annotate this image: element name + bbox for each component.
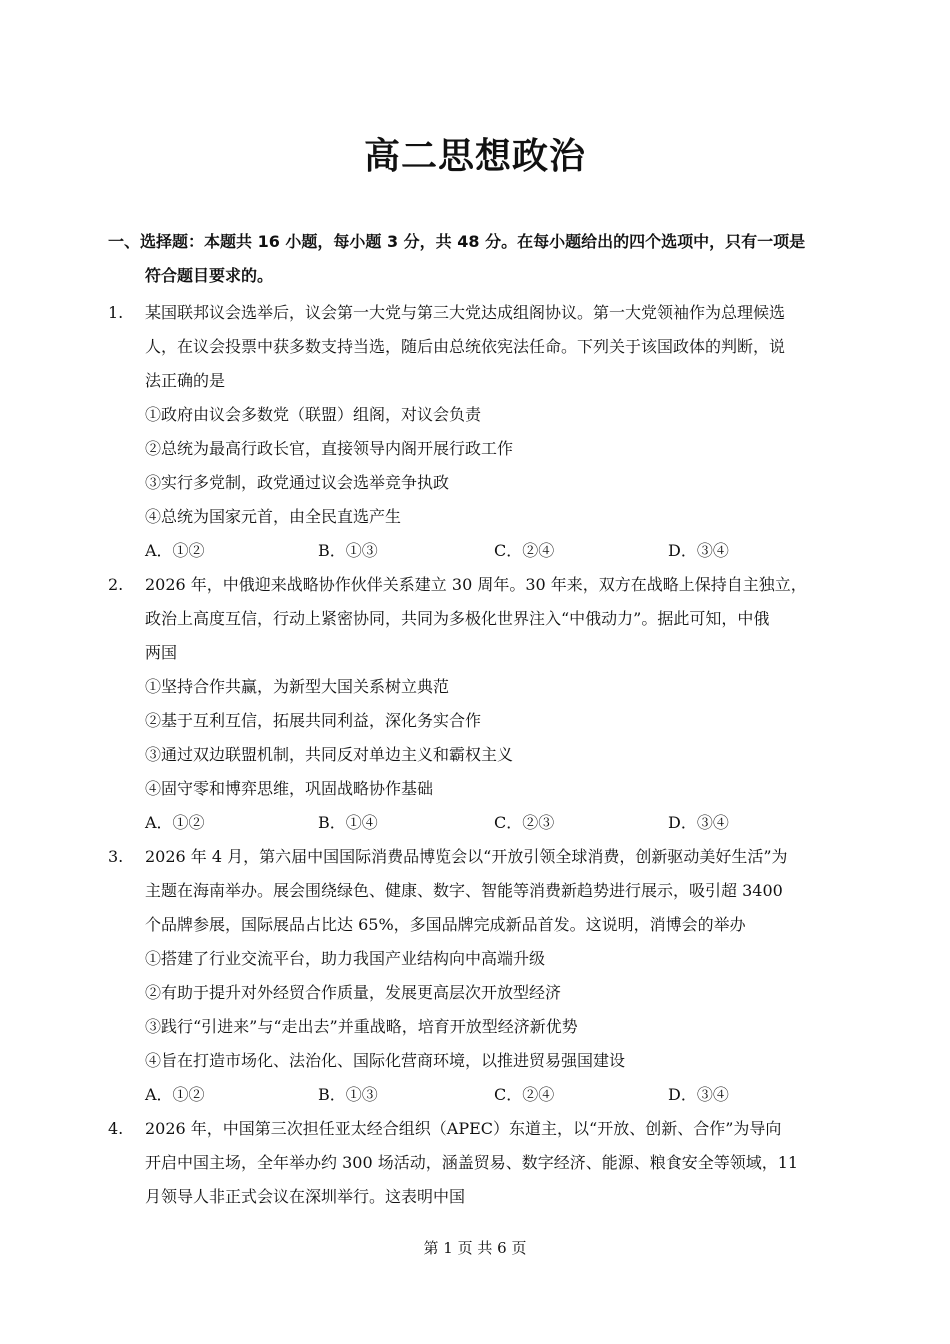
option-a[interactable]: A．①② bbox=[145, 813, 205, 832]
option-b[interactable]: B．①③ bbox=[318, 541, 378, 560]
option-d[interactable]: D．③④ bbox=[668, 813, 729, 832]
page-title: 高二思想政治 bbox=[363, 136, 586, 177]
statement-3: ③通过双边联盟机制，共同反对单边主义和霸权主义 bbox=[145, 745, 514, 764]
question-number: 4. bbox=[108, 1119, 124, 1138]
section-heading-line-2: 符合题目要求的。 bbox=[145, 266, 274, 285]
question-stem-line: 两国 bbox=[145, 643, 178, 662]
question-stem-line: 开启中国主场，全年举办约 300 场活动，涵盖贸易、数字经济、能源、粮食安全等领域，11 bbox=[145, 1153, 799, 1172]
question-stem-line: 2026 年，中国第三次担任亚太经合组织（APEC）东道主，以“开放、创新、合作”为导向 bbox=[145, 1119, 782, 1138]
question-stem-line: 政治上高度互信，行动上紧密协同，共同为多极化世界注入“中俄动力”。据此可知，中俄 bbox=[145, 609, 770, 628]
statement-3: ③实行多党制，政党通过议会选举竞争执政 bbox=[145, 473, 450, 492]
statement-4: ④总统为国家元首，由全民直选产生 bbox=[145, 507, 402, 526]
option-a[interactable]: A．①② bbox=[145, 541, 205, 560]
option-d[interactable]: D．③④ bbox=[668, 1085, 729, 1104]
statement-2: ②总统为最高行政长官，直接领导内阁开展行政工作 bbox=[145, 439, 514, 458]
statement-3: ③践行“引进来”与“走出去”并重战略，培育开放型经济新优势 bbox=[145, 1017, 578, 1036]
question-number: 2. bbox=[108, 575, 124, 594]
option-b[interactable]: B．①④ bbox=[318, 813, 378, 832]
statement-1: ①政府由议会多数党（联盟）组阁，对议会负责 bbox=[145, 405, 482, 424]
option-c[interactable]: C．②③ bbox=[494, 813, 555, 832]
statement-4: ④旨在打造市场化、法治化、国际化营商环境，以推进贸易强国建设 bbox=[145, 1051, 626, 1070]
statement-2: ②基于互利互信，拓展共同利益，深化务实合作 bbox=[145, 711, 482, 730]
question-number: 1. bbox=[108, 303, 124, 322]
statement-1: ①坚持合作共赢，为新型大国关系树立典范 bbox=[145, 677, 450, 696]
section-heading-line-1: 一、选择题：本题共 16 小题，每小题 3 分，共 48 分。在每小题给出的四个选项中，只有一项是 bbox=[108, 232, 806, 251]
option-d[interactable]: D．③④ bbox=[668, 541, 729, 560]
question-stem-line: 法正确的是 bbox=[145, 371, 226, 390]
option-c[interactable]: C．②④ bbox=[494, 541, 555, 560]
question-stem-line: 某国联邦议会选举后，议会第一大党与第三大党达成组阁协议。第一大党领袖作为总理候选 bbox=[145, 303, 786, 322]
question-stem-line: 2026 年 4 月，第六届中国国际消费品博览会以“开放引领全球消费，创新驱动美好生活”为 bbox=[145, 847, 788, 866]
page-footer: 第 1 页 共 6 页 bbox=[423, 1239, 527, 1257]
statement-4: ④固守零和博弈思维，巩固战略协作基础 bbox=[145, 779, 434, 798]
question-stem-line: 人，在议会投票中获多数支持当选，随后由总统依宪法任命。下列关于该国政体的判断，说 bbox=[145, 337, 786, 356]
option-c[interactable]: C．②④ bbox=[494, 1085, 555, 1104]
option-a[interactable]: A．①② bbox=[145, 1085, 205, 1104]
statement-2: ②有助于提升对外经贸合作质量，发展更高层次开放型经济 bbox=[145, 983, 562, 1002]
question-number: 3. bbox=[108, 847, 124, 866]
question-stem-line: 主题在海南举办。展会围绕绿色、健康、数字、智能等消费新趋势进行展示，吸引超 3400 bbox=[145, 881, 783, 900]
statement-1: ①搭建了行业交流平台，助力我国产业结构向中高端升级 bbox=[145, 949, 546, 968]
question-stem-line: 2026 年，中俄迎来战略协作伙伴关系建立 30 周年。30 年来，双方在战略上保持自主独立， bbox=[145, 575, 807, 594]
question-stem-line: 个品牌参展，国际展品占比达 65%，多国品牌完成新品首发。这说明，消博会的举办 bbox=[145, 915, 746, 934]
option-b[interactable]: B．①③ bbox=[318, 1085, 378, 1104]
question-stem-line: 月领导人非正式会议在深圳举行。这表明中国 bbox=[145, 1187, 466, 1206]
